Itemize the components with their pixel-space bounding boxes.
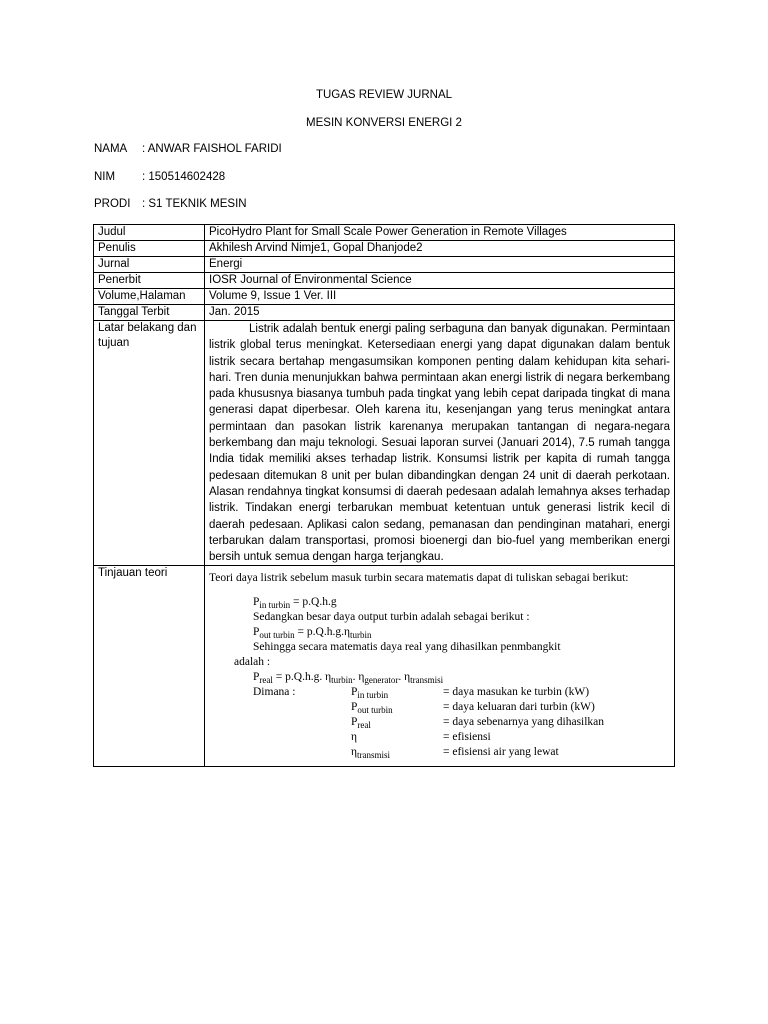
row-label: Penulis	[94, 241, 205, 257]
row-value: IOSR Journal of Environmental Science	[205, 273, 675, 289]
background-paragraph: Listrik adalah bentuk energi paling serbaguna dan banyak digunakan. Permintaan listrik global terus meningkat. Ketersediaan energi yang dapat digunakan dalam bentuk listrik secara bertahap mengasumsikan komponen penting dalam kehidupan kita sehari-hari. Tren dunia menunjukkan bahwa permintaan akan energi listrik di negara berkembang pada khususnya biasanya tumbuh pada tingkat yang lebih cepat daripada tingkat di mana generasi dapat diperbesar. Oleh karena itu, kesenjangan yang terus meningkat antara permintaan dan pasokan listrik karenanya merupakan tantangan di negara-negara berkembang dan maju teknologi. Sesuai laporan survei (Januari 2014), 7.5 rumah tangga India tidak memiliki akses terhadap listrik. Konsumsi listrik per kapita di rumah tangga pedesaan ditemukan 8 unit per bulan dibandingkan dengan 24 unit di daerah perkotaan. Alasan rendahnya tingkat konsumsi di daerah pedesaan adalah lemahnya akses terhadap listrik. Tindakan energi terbarukan membuat ketentuan untuk generasi listrik kecil di daerah pedesaan. Aplikasi calon sedang, pemanasan dan pendinginan matahari, energi terbarukan dalam transportasi, promosi bioenergi dan bio-fuel yang memberikan energi bersih untuk semua dengan harga terjangkau.	[209, 323, 670, 564]
equation-power-out: $P_{out turbin} = p.Q.h.g.\eta_{turbin}$	[253, 626, 372, 641]
definition-desc: = daya keluaran dari turbin (kW)	[443, 701, 595, 714]
row-label: Tinjauan teori	[94, 566, 205, 767]
definition-symbol: η	[351, 731, 358, 744]
definition-symbol: $P_{out turbin}$	[351, 701, 393, 716]
definition-row	[209, 700, 670, 715]
identity-key: NAMA	[94, 143, 128, 155]
table-row	[94, 305, 675, 321]
theory-line-output: Sedangkan besar daya output turbin adalah sebagai berikut :	[253, 611, 530, 624]
row-label: Volume,Halaman	[94, 289, 205, 305]
theory-line-adalah: adalah :	[234, 656, 271, 669]
table-row	[94, 273, 675, 289]
definition-desc: = efisiensi air yang lewat	[443, 746, 559, 759]
identity-value: : S1 TEKNIK MESIN	[142, 198, 247, 210]
row-value: Volume 9, Issue 1 Ver. III	[205, 289, 675, 305]
row-label: Penerbit	[94, 273, 205, 289]
definition-symbol: $\eta_{transmisi}$	[351, 746, 391, 761]
table-row-background	[94, 321, 675, 566]
row-value: Akhilesh Arvind Nimje1, Gopal Dhanjode2	[205, 241, 675, 257]
dimana-label: Dimana :	[253, 686, 296, 699]
row-label: Tanggal Terbit	[94, 305, 205, 321]
definition-desc: = daya sebenarnya yang dihasilkan	[443, 716, 605, 729]
definition-row	[209, 730, 670, 745]
row-label: Latar belakang dan tujuan	[94, 321, 205, 566]
identity-value: : 150514602428	[142, 171, 226, 183]
definition-row	[209, 745, 670, 760]
definition-desc: = efisiensi	[443, 731, 491, 744]
theory-line-real: Sehingga secara matematis daya real yang dihasilkan penmbangkit	[253, 641, 561, 654]
table-row	[94, 225, 675, 241]
table-row	[94, 241, 675, 257]
row-label: Judul	[94, 225, 205, 241]
document-title: TUGAS REVIEW JURNAL	[315, 89, 453, 101]
identity-prodi	[94, 198, 247, 210]
row-label: Jurnal	[94, 257, 205, 273]
identity-value: : ANWAR FAISHOL FARIDI	[142, 143, 282, 155]
row-value: PicoHydro Plant for Small Scale Power Generation in Remote Villages	[205, 225, 675, 241]
theory-intro: Teori daya listrik sebelum masuk turbin secara matematis dapat di tuliskan sebagai berikut:	[209, 572, 629, 585]
table-row-theory	[94, 566, 675, 767]
table-row	[94, 257, 675, 273]
table-row	[94, 289, 675, 305]
definition-row	[209, 715, 670, 730]
definition-row	[209, 685, 670, 700]
row-value: Jan. 2015	[205, 305, 675, 321]
identity-key: NIM	[94, 171, 116, 183]
review-table	[93, 224, 675, 767]
definition-symbol: $P_{in turbin}$	[351, 686, 389, 701]
definition-symbol: $P_{real}$	[351, 716, 371, 731]
definition-desc: = daya masukan ke turbin (kW)	[443, 686, 590, 699]
identity-nim	[94, 171, 225, 183]
row-value: Energi	[205, 257, 675, 273]
document-subtitle: MESIN KONVERSI ENERGI 2	[306, 117, 462, 129]
equation-power-real: $P_{real} = p.Q.h.g$. $\eta_{turbin}$. $\eta_{generator}$. $\eta_{transmisi}$	[253, 671, 444, 686]
equation-power-in: $P_{in turbin} = p.Q.h.g$	[253, 596, 337, 611]
identity-name	[94, 143, 282, 155]
identity-key: PRODI	[94, 198, 131, 210]
